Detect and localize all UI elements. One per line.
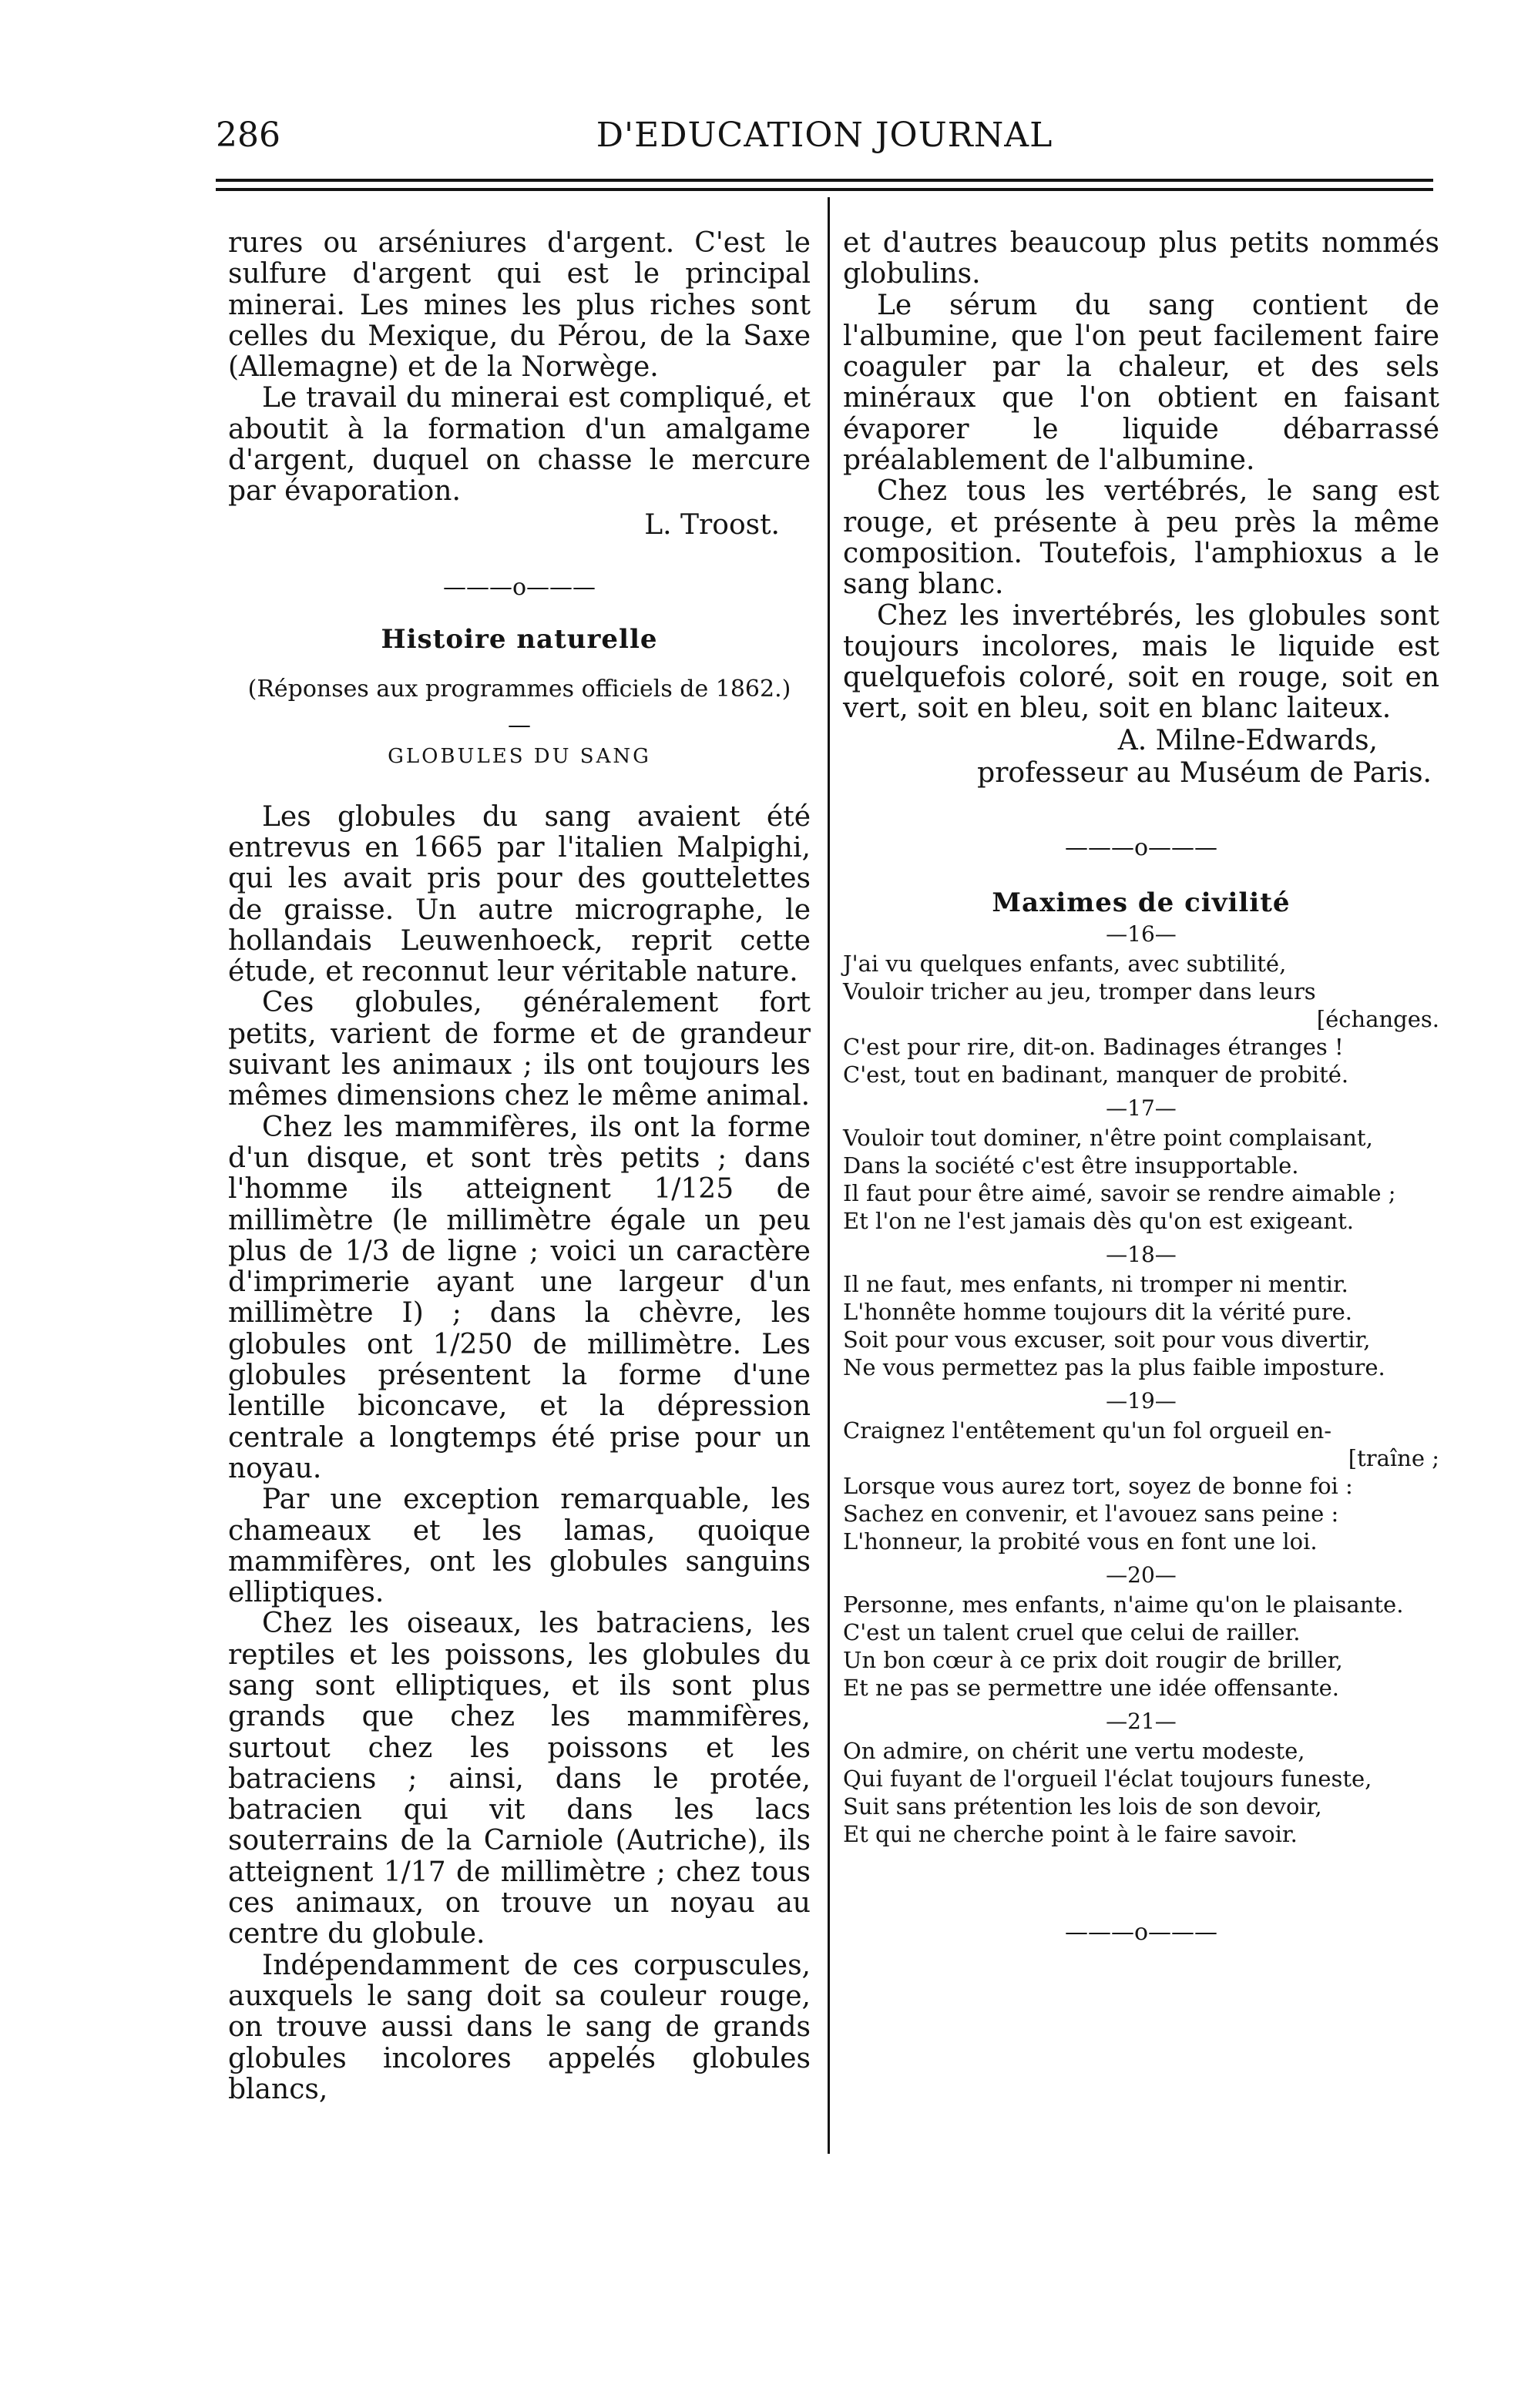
- verse-line: Craignez l'entêtement qu'un fol orgueil en-: [843, 1417, 1332, 1444]
- verse-line: Qui fuyant de l'orgueil l'éclat toujours funeste,: [843, 1765, 1372, 1792]
- paragraph: Chez tous les vertébrés, le sang est rouge, et présente à peu près la même composition. Toutefois, l'amphioxus a le sang blanc.: [843, 475, 1439, 601]
- verse-line: Il faut pour être aimé, savoir se rendre aimable ;: [843, 1179, 1396, 1206]
- verse-line: Soit pour vous excuser, soit pour vous divertir,: [843, 1326, 1371, 1353]
- section-subtitle: (Réponses aux programmes officiels de 1862.): [247, 675, 791, 703]
- verse-line: L'honnête homme toujours dit la vérité pure.: [843, 1298, 1353, 1325]
- verse-line: On admire, on chérit une vertu modeste,: [843, 1737, 1305, 1764]
- verse-line: Dans la société c'est être insupportable.: [843, 1152, 1299, 1179]
- maxim: [843, 1386, 1439, 1555]
- section-title: Maximes de civilité: [992, 887, 1291, 918]
- paragraph: Le travail du minerai est compliqué, et aboutit à la formation d'un amalgame d'argent, duquel on chasse le mercure par évaporation.: [228, 382, 811, 508]
- paragraph: et d'autres beaucoup plus petits nommés globulins.: [843, 227, 1439, 290]
- author-title: professeur au Muséum de Paris.: [977, 756, 1432, 789]
- maxim: [843, 919, 1439, 1088]
- page-number: 286: [216, 116, 280, 155]
- maxim: [843, 1093, 1439, 1235]
- verse-line: Sachez en convenir, et l'avouez sans peine :: [843, 1500, 1339, 1527]
- maxim-number: —17—: [1106, 1095, 1177, 1121]
- separator-dash: —: [508, 711, 531, 739]
- verse-line: Vouloir tricher au jeu, tromper dans leurs: [843, 978, 1316, 1004]
- verse-line: J'ai vu quelques enfants, avec subtilité,: [843, 950, 1287, 977]
- verse-line: [traîne ;: [1348, 1444, 1439, 1471]
- maxim: [843, 1706, 1439, 1848]
- page-header: [216, 116, 1433, 162]
- verse-line: Et ne pas se permettre une idée offensante.: [843, 1674, 1340, 1701]
- verse-line: L'honneur, la probité vous en font une loi.: [843, 1528, 1318, 1554]
- maxim-number: —21—: [1106, 1708, 1177, 1734]
- header-rule-top: [216, 179, 1433, 182]
- verse-line: Suit sans prétention les lois de son devoir,: [843, 1793, 1322, 1819]
- paragraph: Le sérum du sang contient de l'albumine, que l'on peut facilement faire coaguler par la chaleur, et des sels minéraux que l'on obtient en faisant évaporer le liquide débarrassé préalablement de l'albumine.: [843, 289, 1439, 477]
- verse-line: Vouloir tout dominer, n'être point complaisant,: [843, 1124, 1373, 1151]
- maxim: [843, 1239, 1439, 1381]
- paragraph: Ces globules, généralement fort petits, varient de forme et de grandeur suivant les animaux ; ils ont toujours les mêmes dimensions chez le même animal.: [228, 987, 811, 1112]
- journal-title: D'EDUCATION JOURNAL: [596, 116, 1053, 155]
- left-column: [228, 228, 811, 2105]
- author-signature: A. Milne-Edwards,: [1117, 724, 1378, 756]
- paragraph: Les globules du sang avaient été entrevus en 1665 par l'italien Malpighi, qui les avait pris pour des gouttelettes de graisse. Un autre micrographe, le hollandais Leuwenhoeck, reprit cette étude, et reconnut leur véritable nature.: [228, 800, 811, 988]
- section-divider: ———o———: [442, 573, 596, 601]
- verse-line: Il ne faut, mes enfants, ni tromper ni mentir.: [843, 1270, 1348, 1297]
- paragraph: rures ou arséniures d'argent. C'est le sulfure d'argent qui est le principal minerai. Les mines les plus riches sont celles du Mexique, du Pérou, de la Saxe (Allemagne) et de la Norwège.: [228, 227, 811, 384]
- section-divider: ———o———: [1064, 833, 1218, 861]
- verse-line: Personne, mes enfants, n'aime qu'on le plaisante.: [843, 1591, 1404, 1618]
- maxim-number: —16—: [1106, 921, 1177, 947]
- maxim-number: —19—: [1106, 1387, 1177, 1414]
- verse-line: Lorsque vous aurez tort, soyez de bonne foi :: [843, 1472, 1353, 1499]
- verse-line: Et l'on ne l'est jamais dès qu'on est exigeant.: [843, 1207, 1354, 1234]
- verse-line: C'est pour rire, dit-on. Badinages étranges !: [843, 1033, 1344, 1060]
- verse-line: Ne vous permettez pas la plus faible imposture.: [843, 1353, 1385, 1380]
- maxim-number: —20—: [1106, 1561, 1177, 1588]
- verse-line: [échanges.: [1316, 1005, 1439, 1032]
- right-column: [843, 228, 1439, 1948]
- verse-line: C'est, tout en badinant, manquer de probité.: [843, 1061, 1349, 1088]
- column-divider: [828, 197, 830, 2154]
- maxim-number: —18—: [1106, 1241, 1177, 1267]
- paragraph: Chez les invertébrés, les globules sont toujours incolores, mais le liquide est quelquefois coloré, soit en rouge, soit en vert, soit en bleu, soit en blanc laiteux.: [843, 599, 1439, 725]
- paragraph: Chez les mammifères, ils ont la forme d'un disque, et sont très petits ; dans l'homme ils atteignent 1/125 de millimètre (le millimètre égale un peu plus de 1/3 de ligne ; voici un caractère d'imprimerie ayant une largeur d'un millimètre I) ; dans la chèvre, les globules ont 1/250 de millimètre. Les globules présentent la forme d'une lentille biconcave, et la dépression centrale a longtemps été prise pour un noyau.: [228, 1111, 811, 1484]
- author-signature: L. Troost.: [644, 508, 780, 541]
- paragraph: Chez les oiseaux, les batraciens, les reptiles et les poissons, les globules du sang sont elliptiques, et ils sont plus grands que chez les mammifères, surtout chez les poissons et les batraciens ; ainsi, dans le protée, batracien qui vit dans les lacs souterrains de la Carniole (Autriche), ils atteignent 1/17 de millimètre ; chez tous ces animaux, on trouve un noyau au centre du globule.: [228, 1608, 811, 1950]
- verse-line: C'est un talent cruel que celui de railler.: [843, 1618, 1301, 1645]
- paragraph: Indépendamment de ces corpuscules, auxquels le sang doit sa couleur rouge, on trouve aussi dans le sang de grands globules incolores appelés globules blancs,: [228, 1949, 811, 2105]
- section-divider: ———o———: [1064, 1918, 1218, 1946]
- verse-line: Un bon cœur à ce prix doit rougir de briller,: [843, 1646, 1343, 1673]
- section-title: Histoire naturelle: [381, 623, 658, 655]
- paragraph: Par une exception remarquable, les chameaux et les lamas, quoique mammifères, ont les globules sanguins elliptiques.: [228, 1484, 811, 1609]
- subsection-title: GLOBULES DU SANG: [388, 744, 651, 768]
- verse-line: Et qui ne cherche point à le faire savoir.: [843, 1820, 1298, 1847]
- maxim: [843, 1560, 1439, 1702]
- header-rule-bottom: [216, 188, 1433, 191]
